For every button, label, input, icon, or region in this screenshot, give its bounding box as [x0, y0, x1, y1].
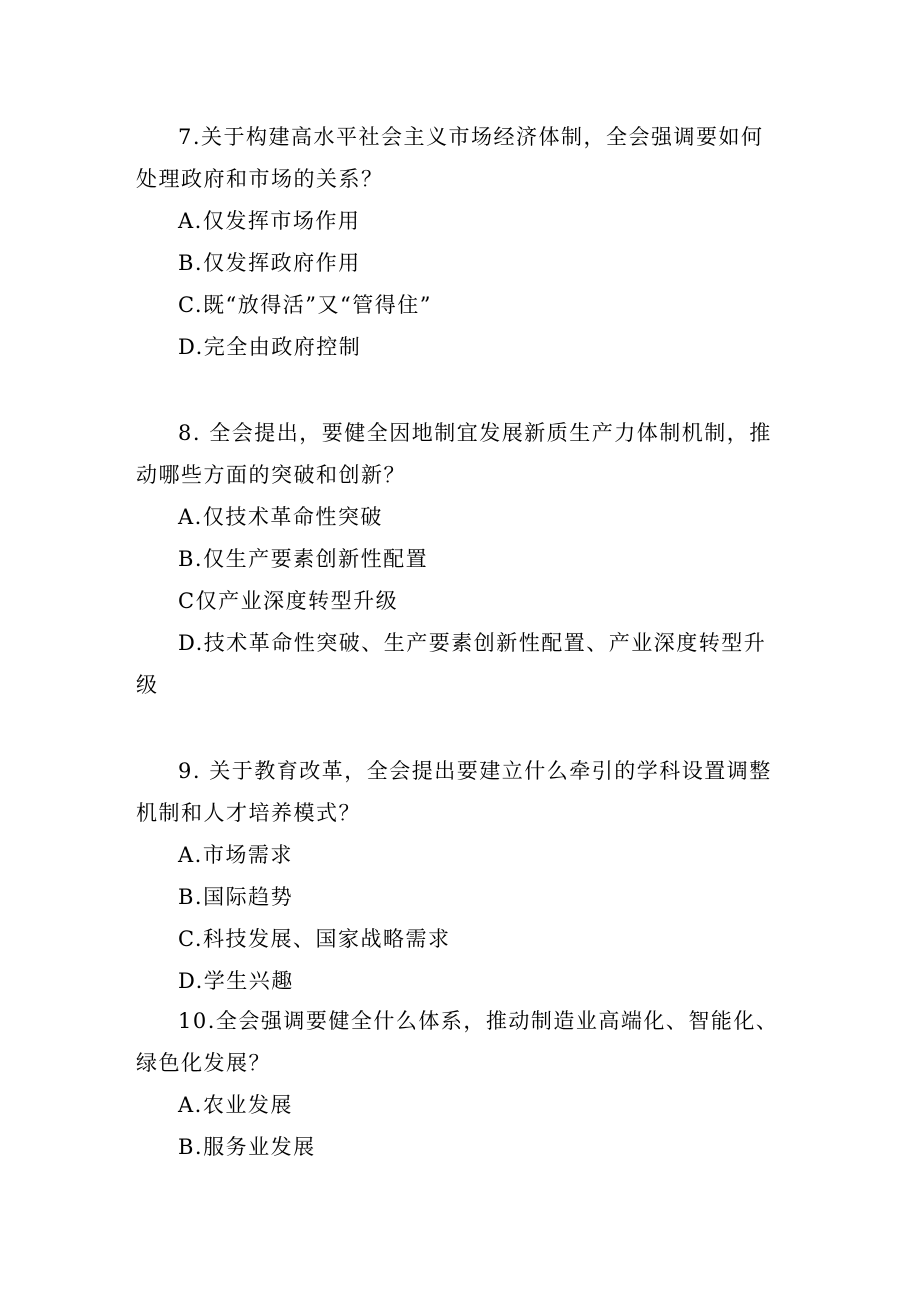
question-7-stem: 7.关于构建高水平社会主义市场经济体制，全会强调要如何处理政府和市场的关系？	[136, 125, 764, 191]
question-10-stem: 10.全会强调要健全什么体系，推动制造业高端化、智能化、绿色化发展？	[136, 1009, 779, 1075]
question-9-option-c: C.科技发展、国家战略需求	[178, 927, 451, 951]
question-9-option-a: A.市场需求	[178, 843, 293, 867]
question-9-option-d: D.学生兴趣	[178, 969, 294, 993]
question-7-option-a: A.仅发挥市场作用	[178, 209, 361, 233]
question-8-option-b: B.仅生产要素创新性配置	[178, 547, 429, 571]
question-10-option-a: A.农业发展	[178, 1093, 293, 1117]
question-8-stem: 8. 全会提出，要健全因地制宜发展新质生产力体制机制，推动哪些方面的突破和创新？	[136, 421, 772, 487]
question-8-option-d: D.技术革命性突破、生产要素创新性配置、产业深度转型升级	[136, 631, 767, 697]
question-7-option-d: D.完全由政府控制	[178, 335, 362, 359]
question-8-option-c: C仅产业深度转型升级	[178, 589, 399, 613]
question-7-option-c: C.既“放得活”又“管得住”	[178, 293, 432, 317]
question-8-option-a: A.仅技术革命性突破	[178, 505, 383, 529]
question-10-option-b: B.服务业发展	[178, 1135, 316, 1159]
question-9-stem: 9. 关于教育改革，全会提出要建立什么牵引的学科设置调整机制和人才培养模式？	[136, 759, 772, 825]
question-7-option-b: B.仅发挥政府作用	[178, 251, 361, 275]
question-9-option-b: B.国际趋势	[178, 885, 294, 909]
